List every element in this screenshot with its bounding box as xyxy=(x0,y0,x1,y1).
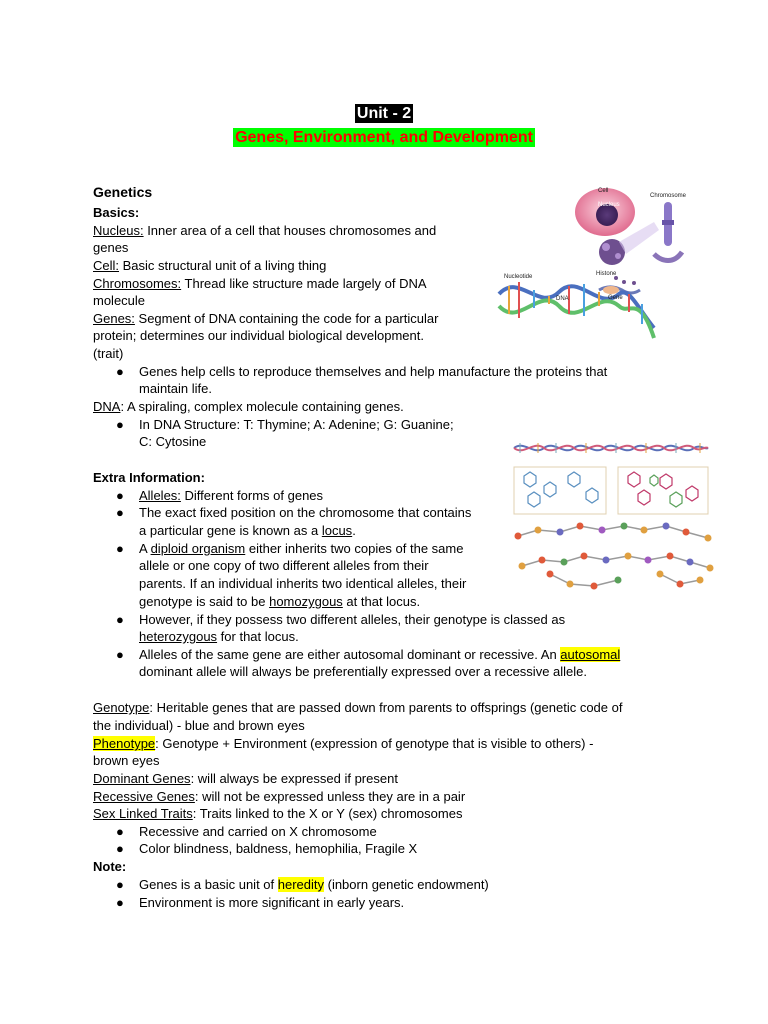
molecular-chain xyxy=(515,523,714,590)
label-histone: Histone xyxy=(596,271,617,277)
genetics-heading: Genetics xyxy=(93,184,153,200)
label-nucleotide: Nucleotide xyxy=(504,274,533,280)
however-line-1: However, if they possess two different alleles, their genotype is classed as xyxy=(139,612,566,627)
dna-def: : A spiraling, complex molecule containing genes. xyxy=(120,399,404,414)
phenotype-def-cont: brown eyes xyxy=(93,753,160,768)
locus-period: . xyxy=(352,523,356,538)
label-cell: Cell xyxy=(598,188,609,194)
diploid-prefix: A xyxy=(139,541,151,556)
alleles-term: Alleles: xyxy=(139,488,181,503)
diploid-line-4 xyxy=(139,593,420,611)
phenotype-term: Phenotype xyxy=(93,736,156,751)
molecular-structure-illustration xyxy=(510,434,726,604)
cell-dna-illustration xyxy=(494,182,704,348)
bullet-dot: ● xyxy=(116,824,124,839)
bullet-dot: ● xyxy=(116,364,124,379)
heredity-term: heredity xyxy=(277,877,324,892)
bullet-dot: ● xyxy=(116,841,124,856)
label-nucleus: Nucleus xyxy=(598,202,620,208)
genotype-def-cont: the individual) - blue and brown eyes xyxy=(93,718,305,733)
recessive-def: : will not be expressed unless they are in a pair xyxy=(194,789,466,804)
sexlinked-bullet-2: Color blindness, baldness, hemophilia, Fragile X xyxy=(139,841,418,856)
gene-shape xyxy=(603,286,619,294)
chromosomes-line xyxy=(93,275,427,293)
cell-line xyxy=(93,257,326,275)
locus-term: locus xyxy=(321,523,353,538)
genes-bullet-1: Genes help cells to reproduce themselves and help manufacture the proteins that xyxy=(139,364,608,379)
genes-term: Genes: xyxy=(93,311,135,326)
genes-def: Segment of DNA containing the code for a particular xyxy=(134,311,439,326)
dna-bullet: In DNA Structure: T: Thymine; A: Adenine; G: Guanine; xyxy=(139,417,454,432)
locus-line-2 xyxy=(139,522,356,540)
locus-text: a particular gene is known as a xyxy=(139,523,322,538)
nucleus-def-cont: genes xyxy=(93,240,129,255)
histone-fiber xyxy=(654,252,682,261)
nucleus-term: Nucleus: xyxy=(93,223,144,238)
heterozygous-term: heterozygous xyxy=(139,629,218,644)
genes-bullet-1-cont: maintain life. xyxy=(139,381,212,396)
diploid-line-4-text: genotype is said to be xyxy=(139,594,270,609)
phenotype-def: : Genotype + Environment (expression of genotype that is visible to others) - xyxy=(155,736,594,751)
alleles-def: Different forms of genes xyxy=(180,488,324,503)
bullet-dot: ● xyxy=(116,647,124,662)
nucleus-line xyxy=(93,222,436,240)
genes-def-cont-1: protein; determines our individual biological development. xyxy=(93,328,424,343)
label-dna: DNA xyxy=(556,296,569,302)
extra-heading: Extra Information: xyxy=(93,470,205,485)
chromosomes-term: Chromosomes: xyxy=(93,276,182,291)
basics-label: Basics: xyxy=(93,205,140,220)
diploid-line-1 xyxy=(139,540,463,558)
genotype-def: : Heritable genes that are passed down from parents to offsprings (genetic code of xyxy=(149,700,623,715)
nucleus-def: Inner area of a cell that houses chromosomes and xyxy=(143,223,437,238)
sexlinked-line xyxy=(93,805,462,823)
bullet-dot: ● xyxy=(116,541,124,556)
bullet-dot: ● xyxy=(116,877,124,892)
recessive-term: Recessive Genes xyxy=(93,789,195,804)
label-gene: Gene xyxy=(608,295,623,301)
bullet-dot: ● xyxy=(116,417,124,432)
subtitle-row xyxy=(0,128,768,147)
dna-line xyxy=(93,398,404,416)
unit-title: Unit - 2 xyxy=(356,105,412,122)
recessive-line xyxy=(93,788,465,806)
note-bullet-1-end: (inborn genetic endowment) xyxy=(324,877,489,892)
dna-term: DNA xyxy=(93,399,121,414)
sexlinked-term: Sex Linked Traits xyxy=(93,806,193,821)
note-bullet-1-text: Genes is a basic unit of xyxy=(139,877,278,892)
locus-line-1: The exact fixed position on the chromosome that contains xyxy=(139,505,472,520)
cell-term: Cell: xyxy=(93,258,120,273)
page-subtitle: Genes, Environment, and Development xyxy=(235,129,533,146)
diploid-term: diploid organism xyxy=(150,541,246,556)
dna-strand-row xyxy=(514,443,708,453)
sexlinked-bullet-1: Recessive and carried on X chromosome xyxy=(139,824,377,839)
bullet-dot: ● xyxy=(116,895,124,910)
homozygous-term: homozygous xyxy=(269,594,343,609)
note-heading: Note: xyxy=(93,859,127,874)
diploid-line-4-end: at that locus. xyxy=(342,594,421,609)
label-chromosome: Chromosome xyxy=(650,193,687,199)
genes-def-cont-2: (trait) xyxy=(93,346,124,361)
diploid-text: either inherits two copies of the same xyxy=(245,541,464,556)
dna-bullet-cont: C: Cytosine xyxy=(139,434,207,449)
phenotype-line xyxy=(93,735,593,753)
alleles-same-text: Alleles of the same gene are either autosomal dominant or recessive. An xyxy=(139,647,561,662)
note-bullet-1 xyxy=(139,876,489,894)
genotype-line xyxy=(93,699,622,717)
dna-helix xyxy=(499,282,654,338)
genotype-term: Genotype xyxy=(93,700,150,715)
chromosomes-def-cont: molecule xyxy=(93,293,146,308)
sexlinked-def: : Traits linked to the X or Y (sex) chromosomes xyxy=(192,806,463,821)
alleles-same-line-1 xyxy=(139,646,620,664)
bullet-dot: ● xyxy=(116,505,124,520)
however-line-2-end: for that locus. xyxy=(217,629,299,644)
dominant-line xyxy=(93,770,398,788)
alleles-line xyxy=(139,487,323,505)
autosomal-term: autosomal xyxy=(560,647,621,662)
dominant-term: Dominant Genes xyxy=(93,771,191,786)
bullet-dot: ● xyxy=(116,612,124,627)
alleles-same-line-2: dominant allele will always be preferentially expressed over a recessive allele. xyxy=(139,664,587,679)
title-row xyxy=(0,104,768,123)
diploid-line-2: allele or one copy of two different alleles from their xyxy=(139,558,429,573)
cell-def: Basic structural unit of a living thing xyxy=(119,258,327,273)
however-line-2 xyxy=(139,628,299,646)
genes-line xyxy=(93,310,438,328)
bullet-dot: ● xyxy=(116,488,124,503)
note-bullet-2: Environment is more significant in early years. xyxy=(139,895,405,910)
dominant-def: : will always be expressed if present xyxy=(190,771,398,786)
diploid-line-3: parents. If an individual inherits two identical alleles, their xyxy=(139,576,467,591)
chromosomes-def: Thread like structure made largely of DNA xyxy=(181,276,427,291)
